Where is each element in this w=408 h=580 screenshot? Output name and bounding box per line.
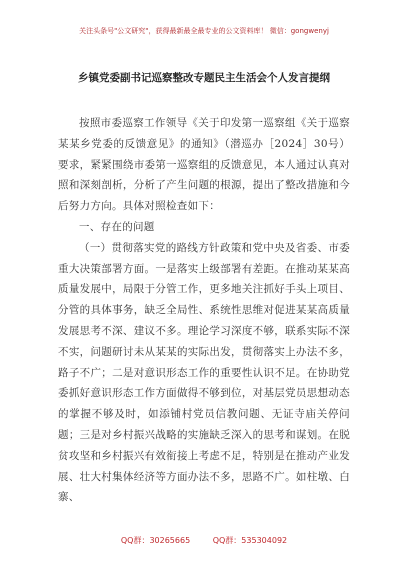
section-heading: 一、存在的问题 (79, 220, 155, 233)
promo-banner: 关注头条号"公文研究"，获得最新最全最专业的公文资料库！ 微信：gongwenyj (79, 27, 329, 35)
qq-group-2: QQ群：535304092 (212, 536, 288, 545)
body-paragraph: （一）贯彻落实党的路线方针政策和党中央及省委、市委重大决策部署方面。一是落实上级部署有差距。在推动某某高质量发展中，局限于分管工作，更多地关注抓好手头上项目、分管的具体事务，缺乏全局性、系统性思维对促进某某高质量发展思考不深、建议不多。理论学习深度不够，联系实际不深不实，问题研讨未从某某的实际出发，贯彻落实上办法不多，路子不广；二是对意识形态工作的重要性认识不足。在协助党委抓好意识形态工作方面做得不够到位，对基层党员思想动态的掌握不够及时，如添铺村党员信教问题、无证寺庙关停问题；三是对乡村振兴战略的实施缺乏深入的思考和谋划。在脱贫攻坚和乡村振兴有效衔接上考虑不足，特别是在推动产业发展、壮大村集体经济等方面办法不多，思路不广。如柱墩、白寨、 (58, 241, 350, 504)
document-body (58, 113, 350, 508)
intro-paragraph: 按照市委巡察工作领导《关于印发第一巡察组《关于巡察某某乡党委的反馈意见》的通知》（潜巡办［2024］30号）要求，紧紧围绕市委第一巡察组的反馈意见，本人通过认真对照和深刻剖析，分析了产生问题的根源，提出了整改措施和今后努力方向。具体对照检查如下： (58, 117, 350, 213)
qq-group-1: QQ群：30265665 (120, 536, 191, 545)
footer-contact (0, 535, 408, 546)
document-title: 乡镇党委副书记巡察整改专题民主生活会个人发言提纲 (78, 72, 330, 84)
